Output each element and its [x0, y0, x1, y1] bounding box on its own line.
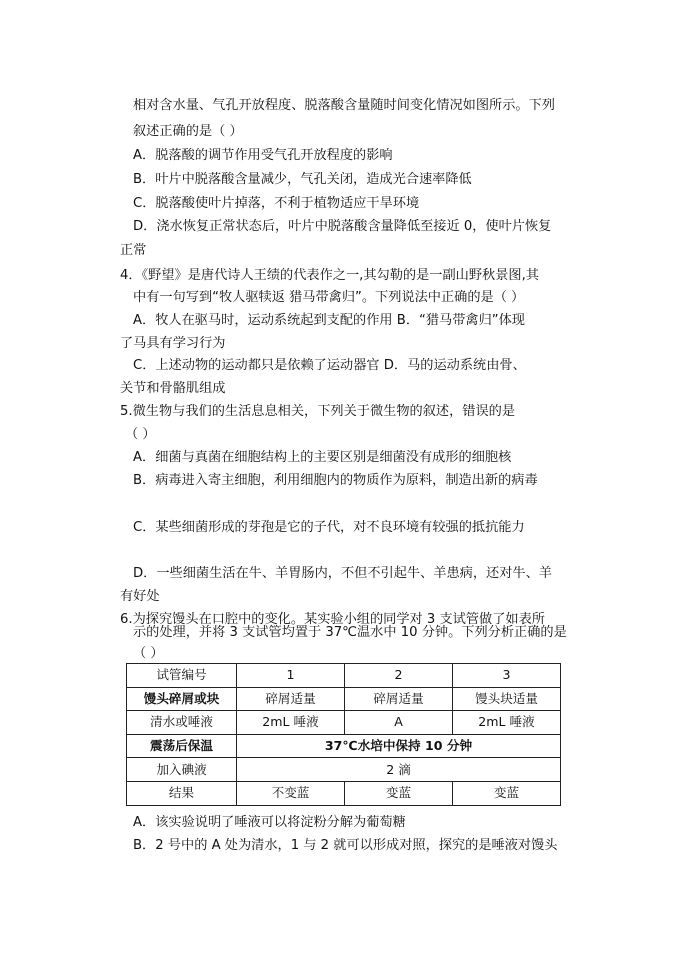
- q3-option-b: B．叶片中脱落酸含量减少，气孔关闭，造成光合速率降低: [133, 172, 472, 187]
- table-row: [127, 664, 561, 688]
- q5-option-d-line2: 有好处: [120, 589, 160, 604]
- table-row: [127, 734, 561, 758]
- table-cell: 试管编号: [127, 664, 237, 688]
- q4-stem-line1: 4．《野望》是唐代诗人王绩的代表作之一,其勾勒的是一副山野秋景图,其: [120, 268, 539, 283]
- q4-options-ab-line2: 了马具有学习行为: [120, 336, 226, 351]
- q5-option-c: C．某些细菌形成的芽孢是它的子代，对不良环境有较强的抵抗能力: [133, 520, 525, 535]
- table-cell: 37℃水培中保持 10 分钟: [237, 734, 561, 758]
- table-cell: 馒头块适量: [453, 687, 561, 711]
- q6-option-b: B．2 号中的 A 处为清水，1 与 2 就可以形成对照，探究的是唾液对馒头: [133, 838, 558, 853]
- table-cell: 变蓝: [453, 781, 561, 805]
- q5-option-a: A．细菌与真菌在细胞结构上的主要区别是细菌没有成形的细胞核: [133, 450, 512, 465]
- table-row: [127, 758, 561, 782]
- q3-option-d-line1: D．浇水恢复正常状态后，叶片中脱落酸含量降低至接近 0，使叶片恢复: [133, 219, 552, 234]
- q6-stem-line2: 示的处理，并将 3 支试管均置于 37℃温水中 10 分钟。下列分析正确的是: [133, 625, 567, 640]
- table-cell: 2: [345, 664, 453, 688]
- q6-stem-line3: （ ）: [133, 646, 164, 661]
- q6-option-a: A．该实验说明了唾液可以将淀粉分解为葡萄糖: [133, 815, 406, 830]
- table-cell: 不变蓝: [237, 781, 345, 805]
- q5-option-d-line1: D．一些细菌生活在牛、羊胃肠内，不但不引起牛、羊患病，还对牛、羊: [133, 566, 552, 581]
- q5-stem-line2: （ ）: [125, 427, 156, 442]
- q4-options-cd-line2: 关节和骨骼肌组成: [120, 381, 226, 396]
- q3-stem-line1: 相对含水量、气孔开放程度、脱落酸含量随时间变化情况如图所示。下列: [133, 98, 555, 113]
- table-cell: 变蓝: [345, 781, 453, 805]
- q4-stem-line2: 中有一句写到“牧人驱犊返 猎马带禽归”。下列说法中正确的是（ ）: [133, 290, 525, 305]
- q3-option-c: C．脱落酸使叶片掉落，不利于植物适应干旱环境: [133, 196, 420, 211]
- table-cell: 2mL 唾液: [237, 711, 345, 735]
- q3-option-a: A．脱落酸的调节作用受气孔开放程度的影响: [133, 148, 393, 163]
- table-cell: 碎屑适量: [237, 687, 345, 711]
- table-row: [127, 711, 561, 735]
- q6-stem-line1: 6.为探究馒头在口腔中的变化。某实验小组的同学对 3 支试管做了如表所: [120, 612, 545, 627]
- q5-option-b: B．病毒进入寄主细胞，利用细胞内的物质作为原料，制造出新的病毒: [133, 473, 538, 488]
- q4-options-ab-line1: A．牧人在驱马时，运动系统起到支配的作用 B．“猎马带禽归”体现: [133, 313, 525, 328]
- table-cell: A: [345, 711, 453, 735]
- q3-stem-line2: 叙述正确的是（ ）: [133, 124, 243, 139]
- table-cell: 1: [237, 664, 345, 688]
- q4-options-cd-line1: C．上述动物的运动都只是依赖了运动器官 D．马的运动系统由骨、: [133, 358, 526, 373]
- table-cell: 2mL 唾液: [453, 711, 561, 735]
- table-cell: 2 滴: [237, 758, 561, 782]
- table-cell: 碎屑适量: [345, 687, 453, 711]
- table-cell: 3: [453, 664, 561, 688]
- table-cell: 清水或唾液: [127, 711, 237, 735]
- experiment-table: [126, 663, 561, 806]
- q5-stem-line1: 5.微生物与我们的生活息息相关，下列关于微生物的叙述，错误的是: [120, 404, 516, 419]
- table-row: [127, 781, 561, 805]
- table-cell: 馒头碎屑或块: [127, 687, 237, 711]
- table-cell: 震荡后保温: [127, 734, 237, 758]
- q3-option-d-line2: 正常: [120, 243, 147, 258]
- table-row: [127, 687, 561, 711]
- table-cell: 结果: [127, 781, 237, 805]
- table-cell: 加入碘液: [127, 758, 237, 782]
